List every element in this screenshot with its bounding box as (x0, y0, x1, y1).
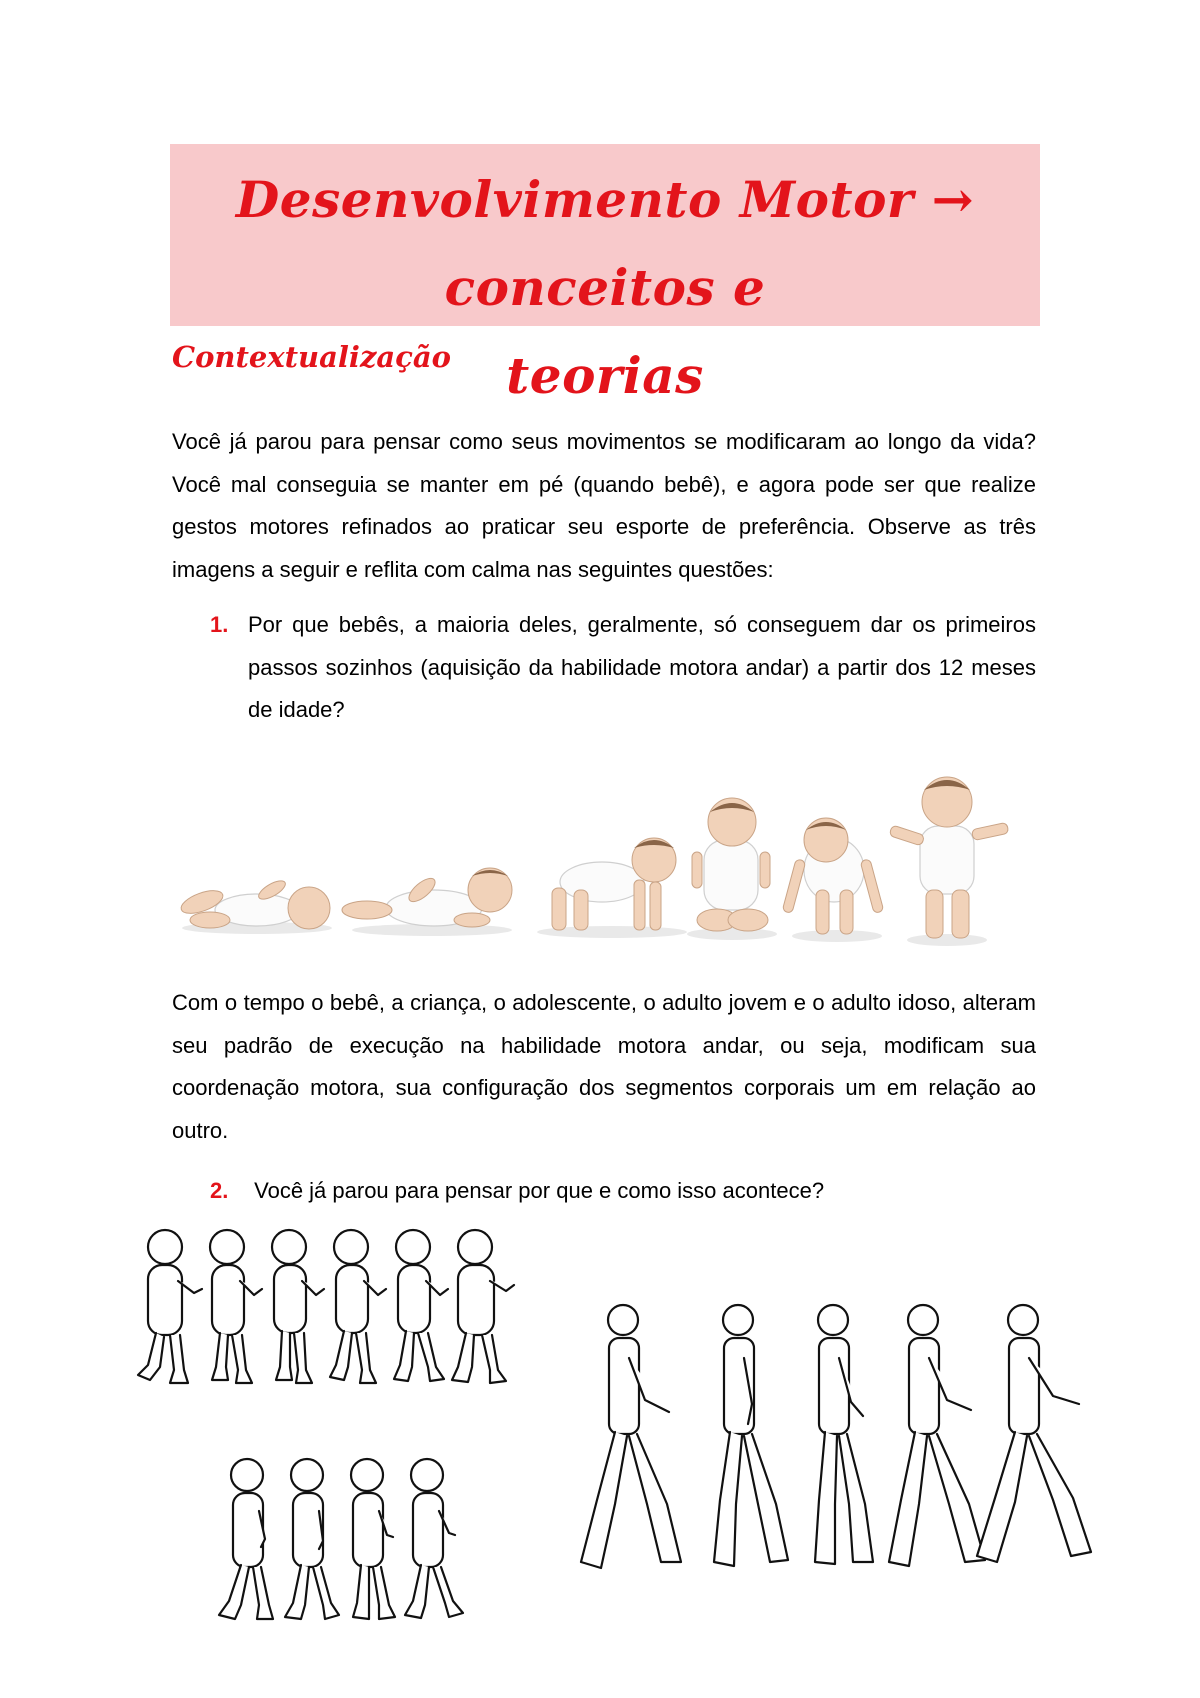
adult-walking-illustration (575, 1300, 1095, 1590)
toddler-walking-figure (210, 1230, 262, 1383)
section-heading: Contextualização (172, 340, 451, 374)
question-1-text: Por que bebês, a maioria deles, geralmente, só conseguem dar os primeiros passos sozinhos (aquisição da habilidade motora andar) a partir dos 12 meses de idade? (248, 612, 1036, 722)
question-2 (210, 1170, 1036, 1213)
intro-paragraph: Você já parou para pensar como seus movimentos se modificaram ao longo da vida? Você mal conseguia se manter em pé (quando bebê), e agora pode ser que realize gestos motores refinados ao praticar seu esporte de preferência. Observe as três imagens a seguir e reflita com calma nas seguintes questões: (172, 429, 1036, 582)
adult-walking-figure (977, 1305, 1091, 1562)
baby-lying-figure (178, 877, 332, 934)
toddler-walking-figure (330, 1230, 386, 1383)
question-1 (210, 604, 1036, 732)
walking-paragraph: Com o tempo o bebê, a criança, o adolescente, o adulto jovem e o adulto idoso, alteram seu padrão de execução na habilidade motora andar, ou seja, modificam sua coordenação motora, sua configuração dos segmentos corporais um em relação ao outro. (172, 990, 1036, 1143)
baby-kneeling-figure (687, 798, 777, 940)
question-1-number: 1. (210, 612, 229, 637)
baby-development-photo (172, 760, 1032, 960)
adult-walking-figure (815, 1305, 873, 1564)
toddler-walking-figure (138, 1230, 202, 1383)
toddler-walking-figure (394, 1230, 448, 1381)
child-walking-figure (351, 1459, 395, 1619)
question-2-number: 2. (210, 1178, 229, 1203)
toddler-walking-figure (272, 1230, 324, 1383)
baby-prone-figure (342, 868, 512, 936)
baby-crawling-figure (537, 838, 687, 938)
adult-walking-figure (889, 1305, 985, 1566)
adult-walking-figure (714, 1305, 788, 1566)
question-2-text: Você já parou para pensar por que e como isso acontece? (254, 1178, 825, 1203)
infant-walking-illustration (130, 1225, 520, 1635)
title-line-2: teorias (506, 346, 704, 405)
toddler-walking-figure (452, 1230, 514, 1383)
child-walking-figure (285, 1459, 339, 1619)
baby-standing-bent-figure (782, 818, 884, 942)
child-walking-figure (219, 1459, 273, 1619)
title-line-1: Desenvolvimento Motor → conceitos e (235, 170, 975, 317)
child-walking-figure (405, 1459, 463, 1618)
adult-walking-figure (581, 1305, 681, 1568)
baby-standing-figure (889, 777, 1009, 946)
